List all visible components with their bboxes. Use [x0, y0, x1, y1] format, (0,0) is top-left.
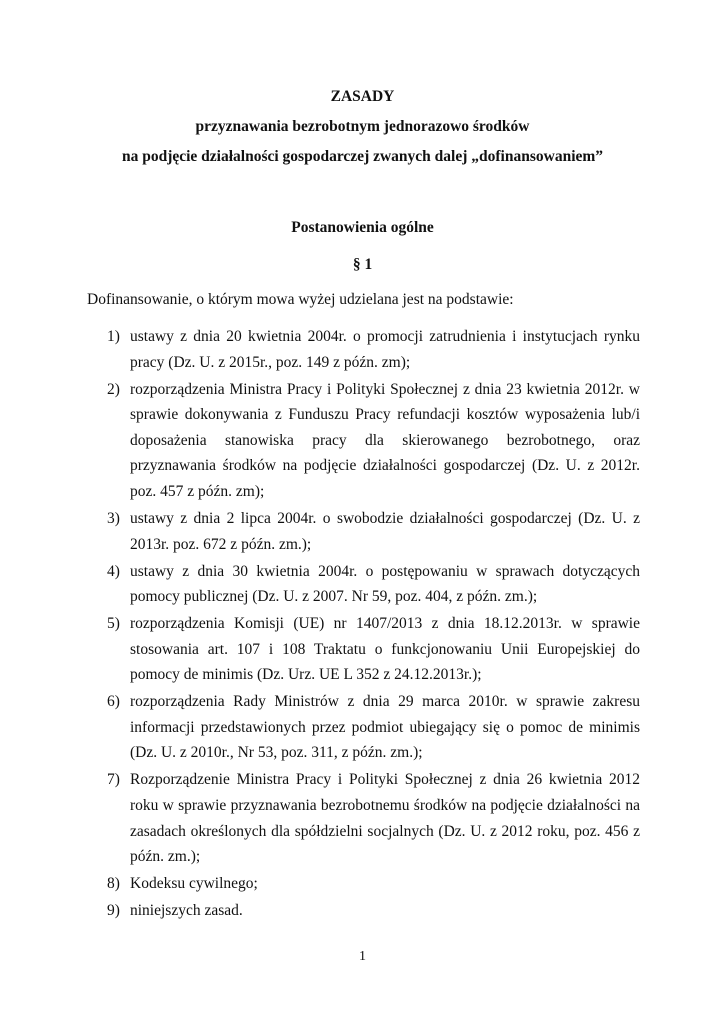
- list-item: [107, 324, 640, 375]
- list-item: [107, 689, 640, 766]
- list-item-number: 6): [107, 693, 120, 711]
- list-item-text: ustawy z dnia 30 kwietnia 2004r. o postępowaniu w sprawach dotyczących pomocy publicznej (Dz. U. z 2007. Nr 59, poz. 404, z późn. zm.);: [130, 562, 640, 606]
- list-item: [107, 898, 640, 924]
- paragraph-mark: § 1: [352, 256, 373, 273]
- document-title: ZASADY: [330, 88, 395, 105]
- list-item-number: 3): [107, 509, 120, 527]
- intro-text: Dofinansowanie, o którym mowa wyżej udzielana jest na podstawie:: [87, 291, 514, 308]
- list-item-number: 5): [107, 615, 120, 633]
- list-item-number: 8): [107, 875, 120, 893]
- list-item-number: 4): [107, 562, 120, 580]
- list-item-text: Rozporządzenie Ministra Pracy i Polityki Społecznej z dnia 26 kwietnia 2012 roku w sprawie przyznawania bezrobotnemu środków na podjęcie działalności na zasadach określonych dla spółdzielni socjalnych (Dz. U. z 2012 roku, poz. 456 z późn. zm.);: [130, 771, 640, 866]
- section-heading: Postanowienia ogólne: [291, 219, 434, 236]
- document-subtitle-line-1: przyznawania bezrobotnym jednorazowo środków: [195, 118, 530, 135]
- list-item-text: niniejszych zasad.: [130, 902, 243, 920]
- list-item: [107, 506, 640, 557]
- list-item-number: 2): [107, 380, 120, 398]
- list-item-text: rozporządzenia Rady Ministrów z dnia 29 marca 2010r. w sprawie zakresu informacji przedstawionych przez podmiot ubiegający się o pomoc de minimis (Dz. U. z 2010r., Nr 53, poz. 311, z późn. zm.);: [130, 693, 640, 762]
- list-item-number: 7): [107, 771, 120, 789]
- list-item-text: Kodeksu cywilnego;: [130, 875, 258, 893]
- list-item-number: 9): [107, 902, 120, 920]
- list-item-text: ustawy z dnia 2 lipca 2004r. o swobodzie działalności gospodarczej (Dz. U. z 2013r. poz. 672 z późn. zm.);: [130, 509, 640, 553]
- title-block: [0, 82, 725, 172]
- list-item: [107, 377, 640, 505]
- legal-basis-list: [107, 324, 640, 925]
- list-item-text: rozporządzenia Ministra Pracy i Polityki Społecznej z dnia 23 kwietnia 2012r. w sprawie dokonywania z Funduszu Pracy refundacji kosztów wyposażenia lub/i doposażenia stanowiska pracy dla skierowanego bezrobotnego, oraz przyznawania środków na podjęcie działalności gospodarczej (Dz. U. z 2012r. poz. 457 z późn. zm);: [130, 380, 640, 500]
- list-item-number: 1): [107, 328, 120, 345]
- list-item-text: ustawy z dnia 20 kwietnia 2004r. o promocji zatrudnienia i instytucjach rynku pracy (Dz. U. z 2015r., poz. 149 z późn. zm);: [130, 328, 640, 371]
- list-item: [107, 611, 640, 688]
- page-number: 1: [359, 949, 366, 964]
- list-item-text: rozporządzenia Komisji (UE) nr 1407/2013 z dnia 18.12.2013r. w sprawie stosowania art. 107 i 108 Traktatu o funkcjonowaniu Unii Europejskiej do pomocy de minimis (Dz. Urz. UE L 352 z 24.12.2013r.);: [130, 615, 640, 684]
- document-subtitle-line-2: na podjęcie działalności gospodarczej zwanych dalej „dofinansowaniem”: [121, 148, 604, 165]
- list-item: [107, 871, 640, 897]
- list-item: [107, 767, 640, 869]
- list-item: [107, 559, 640, 610]
